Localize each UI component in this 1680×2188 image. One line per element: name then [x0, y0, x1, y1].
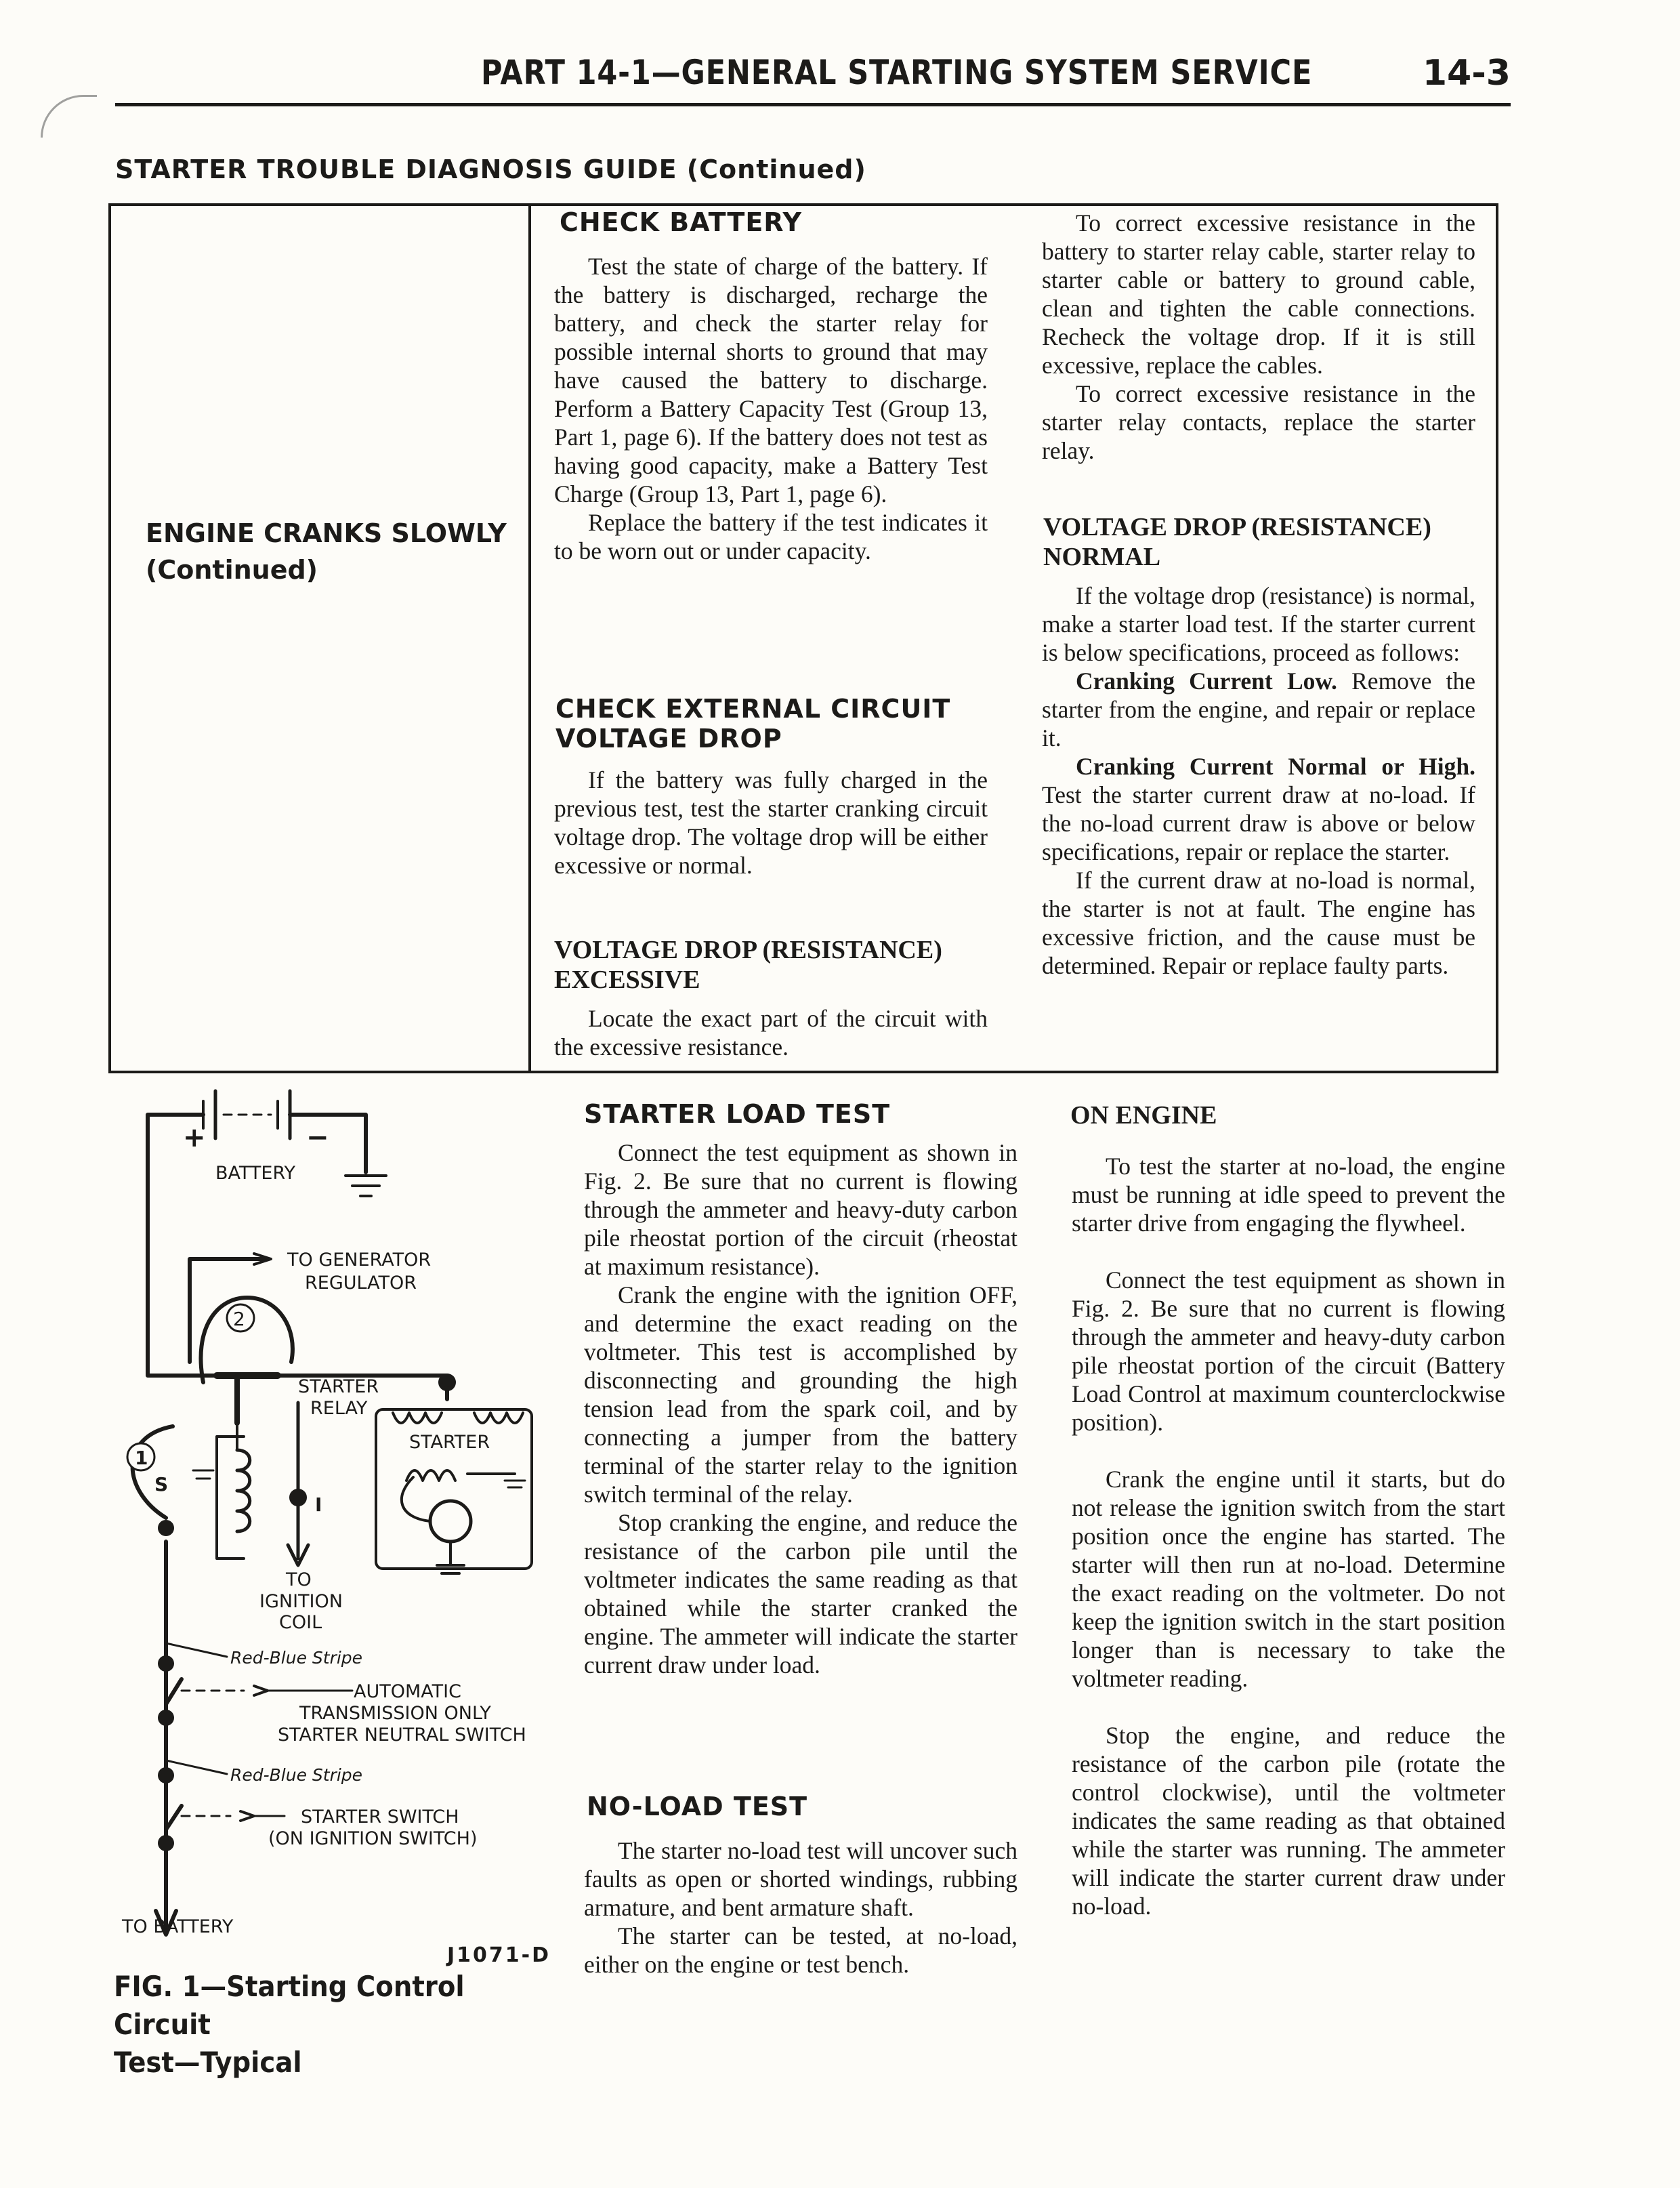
plus-label: + [183, 1122, 206, 1153]
caption-line: FIG. 1—Starting Control Circuit [114, 1970, 465, 2041]
table-column-divider [528, 203, 531, 1073]
stripe-pointer [166, 1643, 227, 1657]
on-engine-body [1072, 1152, 1505, 1920]
paragraph: Replace the battery if the test indicates it to be worn out or under capacity. [554, 509, 988, 564]
relay-core [217, 1437, 244, 1559]
header-title: PART 14-1—GENERAL STARTING SYSTEM SERVICE [481, 53, 1313, 92]
minus-label: − [306, 1122, 329, 1153]
heading-line: EXCESSIVE [554, 966, 700, 994]
vd-normal-heading [1043, 512, 1484, 572]
paragraph: Crank the engine with the ignition OFF, and determine the exact reading on the voltmeter. This test is accomplished by disconnecting and grounding the high tension lead from the spark coil, and by connecting a jumper from the battery terminal of the starter relay to the ignition switch terminal of the relay. [584, 1281, 1017, 1508]
terminal-dot [158, 1655, 174, 1672]
red-blue-stripe-label: Red-Blue Stripe [230, 1648, 363, 1668]
paragraph [1042, 752, 1475, 866]
paragraph: If the battery was fully charged in the previous test, test the starter cranking circuit voltage drop. The voltage drop will be either excessive or normal. [554, 766, 988, 879]
paragraph: Crank the engine until it starts, but do not release the ignition switch from the start position once the engine has started. The starter will then run at no-load. Determine the exact reading on the voltmeter. Do not keep the ignition switch in the start position longer than is necessary to take the voltmeter reading. [1072, 1466, 1505, 1692]
battery-positive-wire [148, 1115, 220, 1376]
check-external-body [554, 766, 988, 880]
on-engine-heading: ON ENGINE [1070, 1101, 1217, 1130]
starter-neutral-switch-label: STARTER NEUTRAL SWITCH [278, 1725, 526, 1746]
paragraph-text: Remove the starter from the engine, and repair or replace it. [1042, 667, 1475, 751]
starting-control-circuit-diagram [108, 1084, 542, 1958]
to-battery-label: TO BATTERY [122, 1916, 234, 1937]
figure-code: J1071-D [447, 1943, 551, 1967]
paragraph: Stop cranking the engine, and reduce the resistance of the carbon pile until the voltmeter indicates the same reading as that obtained while the starter cranked the engine. The ammeter will indicate the starter current draw under load. [584, 1509, 1017, 1678]
header-rule [115, 103, 1511, 106]
on-ignition-switch-label: (ON IGNITION SWITCH) [268, 1828, 478, 1849]
paragraph: Locate the exact part of the circuit with the excessive resistance. [554, 1005, 988, 1060]
automatic-label: AUTOMATIC [354, 1681, 461, 1702]
page-header [115, 53, 1511, 107]
terminal-dot [158, 1710, 174, 1726]
starter-switch-blade [166, 1806, 182, 1830]
paragraph: To test the starter at no-load, the engine must be running at idle speed to prevent the starter drive from engaging the flywheel. [1072, 1153, 1505, 1237]
armature-lead [402, 1477, 430, 1521]
field-coil [406, 1470, 455, 1481]
s-terminal-arc [133, 1426, 173, 1518]
field-coil [393, 1413, 442, 1423]
terminal-dot [158, 1835, 174, 1851]
terminal-dot [158, 1520, 174, 1536]
terminal-dot [158, 1767, 174, 1783]
field-coil [474, 1413, 523, 1423]
caption-line: Test—Typical [114, 2046, 302, 2079]
heading-line: CHECK EXTERNAL CIRCUIT [555, 694, 951, 724]
starter-switch-label: STARTER SWITCH [301, 1807, 459, 1828]
battery-label: BATTERY [215, 1163, 295, 1184]
heading-line: VOLTAGE DROP (RESISTANCE) [1043, 513, 1431, 541]
paragraph [1042, 667, 1475, 752]
relay-coil [237, 1450, 250, 1531]
correction-body [1042, 209, 1475, 465]
heading-line: VOLTAGE DROP (RESISTANCE) [554, 936, 942, 964]
starter-label: STARTER [409, 1432, 490, 1453]
terminal-dot [291, 1491, 305, 1504]
paragraph-text: Test the starter current draw at no-load. If the no-load current draw is above or below specifications, repair or replace the starter. [1042, 781, 1475, 865]
red-blue-stripe-label: Red-Blue Stripe [230, 1765, 363, 1785]
paragraph: Connect the test equipment as shown in Fig. 2. Be sure that no current is flowing through the ammeter and heavy-duty carbon pile rheostat portion of the circuit (Battery Load Control at maximum counterclockwise position). [1072, 1266, 1505, 1436]
relay-label: RELAY [310, 1398, 368, 1419]
neutral-switch-arrow [254, 1686, 268, 1695]
paragraph: Stop the engine, and reduce the resistance of the carbon pile (rotate the control clockwise), until the voltmeter indicates the same reading as that obtained while the starter was running. The ammeter will indicate the starter current draw under no-load. [1072, 1722, 1505, 1920]
page-number: 14-3 [1422, 53, 1511, 94]
paragraph: To correct excessive resistance in the battery to starter relay cable, starter relay to starter cable or battery to ground cable, clean and tighten the cable connections. Recheck the voltage drop. If it is still excessive, replace the cables. [1042, 209, 1475, 379]
check-external-heading [555, 694, 996, 754]
heading-line: VOLTAGE DROP [555, 724, 782, 754]
paragraph: Test the state of charge of the battery. If the battery is discharged, recharge the battery, and check the starter relay for possible internal shorts to ground that may have caused the battery to discharge. Perform a Battery Capacity Test (Group 13, Part 1, page 6). If the battery does not test as having good capacity, make a Battery Test Charge (Group 13, Part 1, page 6). [554, 253, 988, 508]
paragraph: If the voltage drop (resistance) is normal, make a starter load test. If the starter current is below specifications, proceed as follows: [1042, 582, 1475, 666]
check-battery-body [554, 252, 988, 565]
check-battery-heading: CHECK BATTERY [560, 207, 803, 237]
vd-excessive-heading [554, 935, 994, 995]
coil-label: COIL [279, 1612, 322, 1633]
page-corner-mark [41, 95, 97, 138]
guide-title: STARTER TROUBLE DIAGNOSIS GUIDE (Continued) [115, 154, 866, 184]
paragraph: The starter no-load test will uncover such faults as open or shorted windings, rubbing armature, and bent armature shaft. [584, 1837, 1017, 1921]
armature [430, 1501, 471, 1542]
i-terminal-label: I [315, 1493, 322, 1516]
circle-1-label: 1 [135, 1447, 148, 1469]
lead-in: Cranking Current Low. [1076, 667, 1337, 695]
starter-load-test-body [584, 1138, 1017, 1679]
starter-relay-label: STARTER [298, 1376, 379, 1397]
vd-excessive-body [554, 1004, 988, 1061]
transmission-only-label: TRANSMISSION ONLY [299, 1703, 491, 1724]
condition-continued: (Continued) [146, 555, 318, 585]
paragraph: Connect the test equipment as shown in Fig. 2. Be sure that no current is flowing through the ammeter and heavy-duty carbon pile rheostat portion of the circuit (rheostat at maximum resistance). [584, 1139, 1017, 1280]
paragraph: If the current draw at no-load is normal, the starter is not at fault. The engine has excessive friction, and the cause must be determined. Repair or replace faulty parts. [1042, 867, 1475, 979]
circle-2-label: 2 [233, 1308, 245, 1330]
starter-load-test-heading: STARTER LOAD TEST [584, 1099, 891, 1129]
lead-in: Cranking Current Normal or High. [1076, 753, 1475, 780]
no-load-test-heading: NO-LOAD TEST [587, 1792, 808, 1821]
starter-switch-arrow [240, 1811, 254, 1821]
condition-cell [146, 515, 511, 588]
vd-normal-body [1042, 581, 1475, 980]
figure-caption [114, 1968, 513, 2082]
ignition-label: IGNITION [259, 1591, 343, 1612]
terminal-dot [440, 1376, 454, 1389]
condition-title: ENGINE CRANKS SLOWLY [146, 518, 507, 548]
to-generator-label: TO GENERATOR [287, 1250, 432, 1271]
stripe-pointer [166, 1760, 227, 1774]
s-terminal-label: S [154, 1473, 169, 1495]
regulator-label: REGULATOR [305, 1273, 417, 1294]
heading-line: NORMAL [1043, 543, 1161, 571]
paragraph: To correct excessive resistance in the starter relay contacts, replace the starter relay. [1042, 380, 1475, 464]
paragraph: The starter can be tested, at no-load, either on the engine or test bench. [584, 1922, 1017, 1978]
neutral-switch-blade [166, 1679, 182, 1704]
no-load-test-body [584, 1836, 1017, 1979]
to-ignition-label: TO [286, 1569, 312, 1590]
